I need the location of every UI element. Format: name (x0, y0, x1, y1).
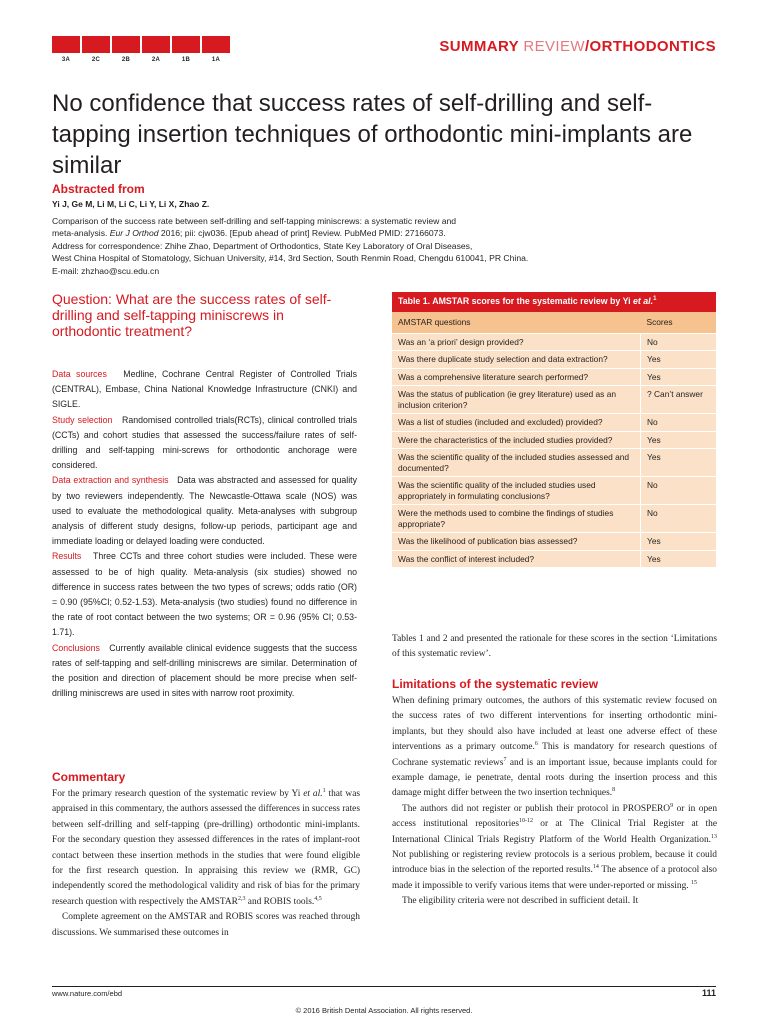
table-row (392, 505, 716, 533)
reference-sup: 1 (322, 787, 326, 794)
limitations-heading: Limitations of the systematic review (392, 677, 599, 691)
table-grid (392, 312, 716, 568)
amstar-question-cell: Was the conflict of interest included? (392, 550, 641, 568)
text: This is mandatory for research questions of Cochrane systematic reviews (392, 742, 717, 768)
reference-sup: 1 (653, 296, 657, 303)
reference-sup: 10-12 (519, 818, 534, 825)
header-summary: SUMMARY (439, 38, 519, 55)
caption-text: et al. (630, 296, 654, 306)
abstract-paragraph (52, 641, 357, 702)
score-cell: No (641, 477, 717, 505)
score-cell: Yes (641, 550, 717, 568)
abstract-key: Study selection (52, 414, 113, 425)
grade-box (82, 36, 110, 63)
article-title: No confidence that success rates of self-drilling and self-tapping insertion techniques of orthodontic mini-implants are similar (52, 90, 693, 179)
table-row (392, 550, 716, 568)
abstract-text: Data was abstracted and assessed for quality by two reviewers independently. The Newcastle-Ottawa scale (NOS) was used to evaluate the methodological quality. Meta-analyses with subgroup analysis of different study designs, follow-up periods, participant age and immediate loading or delayed loading were conducted. (52, 475, 357, 547)
address-line: Address for correspondence: Zhihe Zhao, Department of Orthodontics, State Key Laboratory of Oral Diseases, (52, 240, 473, 251)
table-row (392, 368, 716, 386)
authors: Yi J, Ge M, Li M, Li C, Li Y, Li X, Zhao Z. (52, 199, 210, 209)
abstract-paragraph (52, 413, 357, 474)
score-cell: Yes (641, 533, 717, 551)
grade-box (52, 36, 80, 63)
text: and is an important issue, because implants could for example damage, ie penetrate, dental roots during the insertion process and this damage might differ between the two insertion techniques. (392, 757, 718, 799)
reference-sup: 2,3 (237, 895, 246, 902)
text: and ROBIS tools. (245, 896, 315, 907)
abstracted-from-heading: Abstracted from (52, 182, 145, 196)
table-row (392, 351, 716, 369)
grade-box (112, 36, 140, 63)
citation-text: 2016; pii: cjw036. [Epub ahead of print] Review. PubMed PMID: 27166073. (158, 228, 446, 239)
score-cell: ? Can’t answer (641, 386, 717, 414)
reference-sup: 8 (612, 787, 616, 794)
table-body (392, 333, 716, 568)
abstract-paragraph (52, 367, 357, 413)
score-cell: No (641, 414, 717, 432)
column-header: AMSTAR questions (392, 312, 641, 333)
grade-label: 2B (121, 57, 131, 63)
amstar-question-cell: Was an ‘a priori’ design provided? (392, 333, 641, 351)
score-cell: Yes (641, 351, 717, 369)
reference-sup: 6 (534, 741, 538, 748)
score-cell: Yes (641, 449, 717, 477)
text: Not publishing or registering review protocols is a serious problem, because it could introduce bias in the selection of the reported results. (392, 850, 717, 876)
abstract-text: Three CCTs and three cohort studies were included. These were assessed to be of high quality. Meta-analysis (six studies) showed no difference in success rates between the two types of screws; odds ratio (OR) = 0.90 (95%CI; 0.52-1.53). Meta-analysis (two studies) found no difference in the rate of root contact between the two systems; OR = 0.96 (95% CI; 0.53-1.71). (52, 551, 357, 638)
text: The absence of a protocol also made it impossible to verify various items that were under-reported or missing. (392, 865, 717, 891)
grade-label: 2A (151, 57, 161, 63)
limitations-paragraph (392, 802, 717, 894)
amstar-table (392, 292, 716, 568)
header-section: ORTHODONTICS (589, 38, 716, 55)
caption-text: Table 1. AMSTAR scores for the systematic review by Yi (398, 296, 631, 306)
amstar-question-cell: Was the likelihood of publication bias assessed? (392, 533, 641, 551)
address-line: West China Hospital of Stomatology, Sichuan University, #14, 3rd Section, South Renmin Road, Chengdu 610041, PR China. (52, 253, 529, 264)
limitations-paragraph: The eligibility criteria were not described in sufficient detail. It (402, 896, 639, 907)
abstract-key: Results (52, 551, 82, 562)
grade-box (172, 36, 200, 63)
text: The authors did not register or publish their protocol in PROSPERO (402, 803, 671, 814)
journal-name: Eur J Orthod (109, 228, 159, 239)
abstract-paragraph (52, 473, 357, 549)
abstract-body (52, 367, 357, 701)
footer-url[interactable]: www.nature.com/ebd (52, 989, 123, 998)
intro-paragraph: Tables 1 and 2 and presented the rationale for these scores in the section ‘Limitations of this systematic review’. (392, 634, 717, 660)
table-row (392, 533, 716, 551)
commentary-paragraph (52, 787, 360, 910)
score-cell: No (641, 505, 717, 533)
text: For the primary research question of the systematic review by Yi (52, 789, 304, 799)
score-cell: Yes (641, 431, 717, 449)
abstract-key: Data sources (52, 369, 107, 379)
grade-label: 3A (61, 57, 71, 63)
text: When defining primary outcomes, the authors of this systematic review focused on the success rates of two different interventions for inserting orthodontic mini-implants, but they should also have included at least one adverse effect of these interventions as a primary outcome. (392, 696, 717, 753)
abstract-paragraph (52, 549, 357, 640)
grade-box (142, 36, 170, 63)
header-slash: / (584, 38, 590, 55)
citation-line (52, 227, 722, 239)
reference-sup: 14 (592, 864, 599, 871)
reference-sup: 15 (690, 879, 697, 886)
table-row (392, 333, 716, 351)
amstar-question-cell: Was the scientific quality of the included studies assessed and documented? (392, 449, 641, 477)
grade-box (202, 36, 230, 63)
table-row (392, 414, 716, 432)
citation-text: meta-analysis. (52, 228, 110, 239)
grade-label: 1B (181, 57, 191, 63)
section-header (439, 38, 716, 55)
amstar-question-cell: Was a comprehensive literature search performed? (392, 368, 641, 386)
score-cell: Yes (641, 368, 717, 386)
amstar-question-cell: Was the scientific quality of the included studies used appropriately in formulating conclusions? (392, 477, 641, 505)
grade-label: 2C (91, 57, 101, 63)
copyright: © 2016 British Dental Association. All rights reserved. (295, 1006, 473, 1015)
question-heading: Question: What are the success rates of self-drilling and self-tapping miniscrews in orthodontic treatment? (52, 291, 332, 339)
grade-label: 1A (211, 57, 221, 63)
amstar-question-cell: Were the characteristics of the included studies provided? (392, 431, 641, 449)
abstract-key: Data extraction and synthesis (52, 475, 169, 486)
amstar-question-cell: Was there duplicate study selection and data extraction? (392, 351, 641, 369)
commentary-paragraph: Complete agreement on the AMSTAR and ROBIS scores was reached through discussions. We summarised these outcomes in (52, 912, 360, 938)
reference-sup: 9 (670, 802, 674, 809)
abstract-key: Conclusions (52, 642, 100, 653)
limitations-body (392, 694, 717, 910)
text: that was appraised in this commentary, the authors assessed the differences in success rates between self-drilling and self-tapping (pre-drilling) orthodontic mini-implants. For the secondary question they assessed differences in the rates of implant-root contact between these insertion methods in the studies that were found eligible for the first research question. In appraising this review we (RMR, GC) independently scored the methodological validity and risk of bias for the primary research question with respectively the AMSTAR (52, 789, 361, 907)
footer-divider (52, 986, 716, 987)
limitations-paragraph (392, 694, 717, 802)
page-number: 111 (701, 988, 716, 998)
abstract-text: Randomised controlled trials(RCTs), clinical controlled trials (CCTs) and cohort studies that assessed the success/failure rates of self-drilling and self-tapping mini-screws for orthodontic anchorage were considered. (52, 414, 357, 471)
commentary-body (52, 787, 360, 941)
table-row (392, 477, 716, 505)
evidence-grade-bar (52, 36, 232, 63)
column-header: Scores (641, 312, 717, 333)
table-row (392, 386, 716, 414)
reference-sup: 7 (503, 756, 507, 763)
reference-sup: 4,5 (314, 895, 322, 902)
amstar-question-cell: Were the methods used to combine the findings of studies appropriate? (392, 505, 641, 533)
text: et al. (303, 789, 323, 799)
text: or in open access institutional repositories (392, 803, 718, 830)
citation-line: Comparison of the success rate between self-drilling and self-tapping miniscrews: a systematic review and (52, 216, 457, 226)
reference-sup: 13 (711, 833, 717, 840)
header-review: REVIEW (523, 38, 585, 55)
table-row (392, 449, 716, 477)
abstract-text: Currently available clinical evidence suggests that the success rates of self-tapping and self-drilling miniscrews are similar. Determination of the position and direction of placement should be more precise when self-drilling miniscrews are used in sites with narrow root proximity. (52, 642, 357, 699)
abstract-text: Medline, Cochrane Central Register of Controlled Trials (CENTRAL), Embase, China National Knowledge Infrastructure (CNKI) and SIGLE. (52, 369, 358, 410)
score-cell: No (641, 333, 717, 351)
email-line: E-mail: zhzhao@scu.edu.cn (52, 265, 160, 276)
commentary-heading: Commentary (52, 770, 126, 784)
table-caption (392, 292, 716, 312)
table-row (392, 431, 716, 449)
citation-block (52, 215, 722, 277)
text: or at The Clinical Trial Register at the International Clinical Trials Registry Platform of the World Health Organization. (392, 819, 717, 845)
amstar-question-cell: Was the status of publication (ie grey literature) used as an inclusion criterion? (392, 386, 641, 414)
amstar-question-cell: Was a list of studies (included and excluded) provided? (392, 414, 641, 432)
